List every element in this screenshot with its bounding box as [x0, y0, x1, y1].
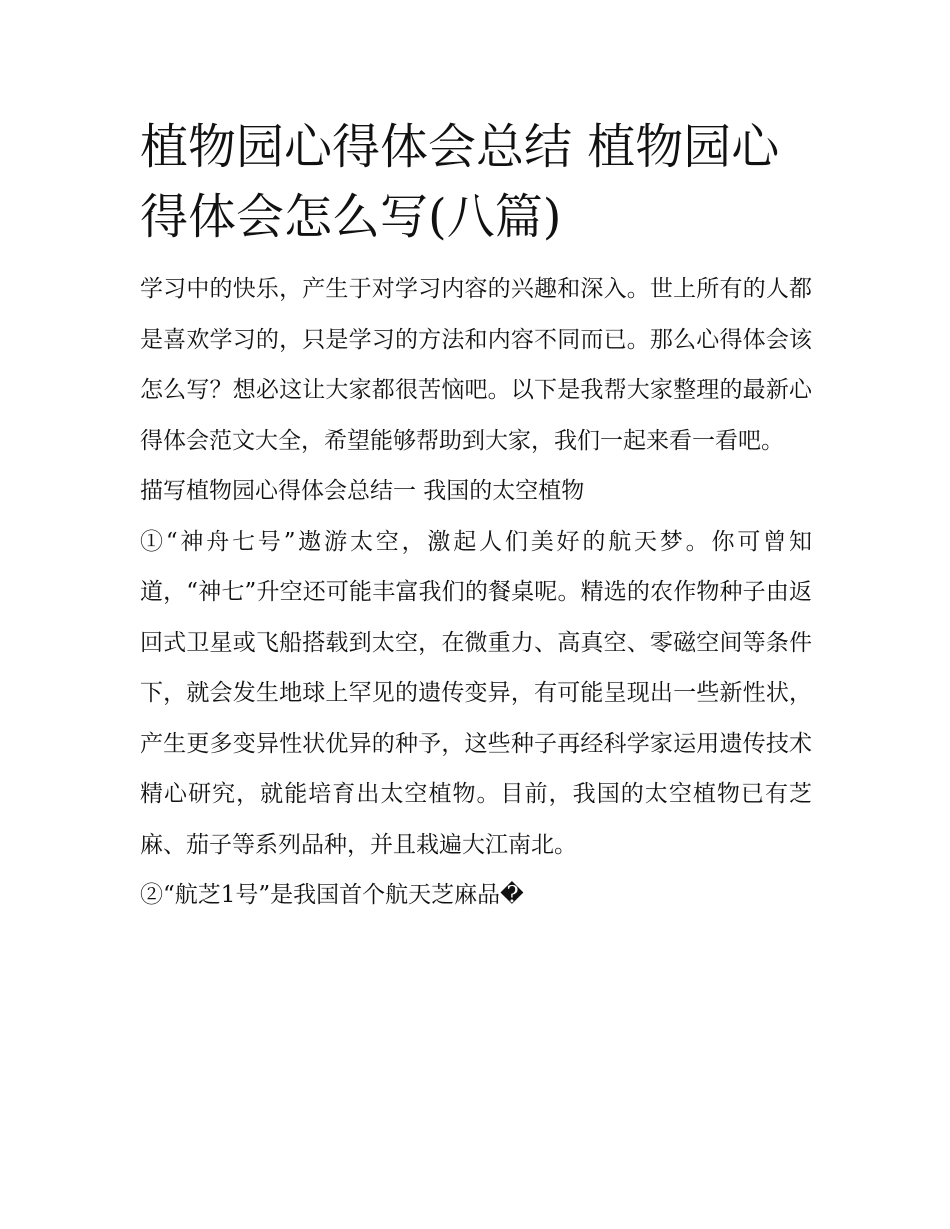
intro-paragraph: 学习中的快乐，产生于对学习内容的兴趣和深入。世上所有的人都是喜欢学习的，只是学习的方法和内容不同而已。那么心得体会该怎么写？想必这让大家都很苦恼吧。以下是我帮大家整理的最新心得体会范文大全，希望能够帮助到大家，我们一起来看一看吧。: [140, 276, 812, 454]
section-heading: 描写植物园心得体会总结一 我国的太空植物: [140, 478, 585, 504]
body-paragraph-1: ①“神舟七号”遨游太空，激起人们美好的航天梦。你可曾知道，“神七”升空还可能丰富我们的餐桌呢。精选的农作物种子由返回式卫星或飞船搭载到太空，在微重力、高真空、零磁空间等条件下，就会发生地球上罕见的遗传变异，有可能呈现出一些新性状，产生更多变异性状优异的种予，这些种子再经科学家运用遗传技术精心研究，就能培育出太空植物。目前，我国的太空植物已有芝麻、茄子等系列品种，并且栽遍大江南北。: [140, 528, 812, 858]
body-paragraph-2: ②“航芝1号”是我国首个航天芝麻品�: [140, 882, 524, 908]
document-body: [140, 112, 812, 921]
document-title: 植物园心得体会总结 植物园心得体会怎么写(八篇): [140, 119, 780, 245]
